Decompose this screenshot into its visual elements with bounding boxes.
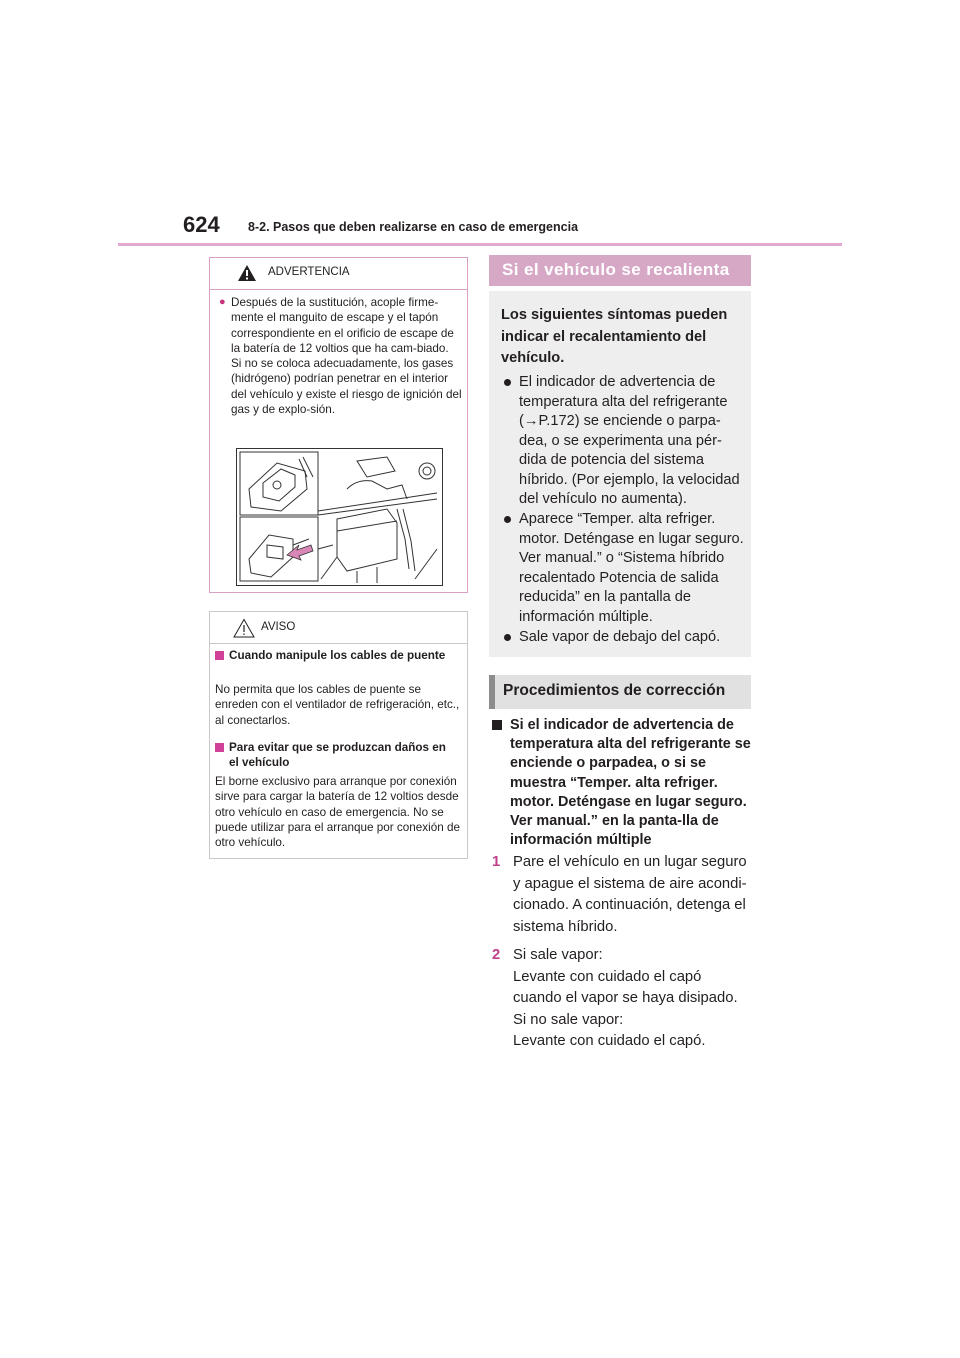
square-bullet-icon (215, 743, 224, 752)
overheat-heading: Si el vehículo se recalienta (502, 260, 730, 279)
bullet-dot-icon (504, 379, 511, 386)
warning-header (210, 258, 467, 290)
battery-vent-illustration (236, 448, 443, 586)
step-1 (492, 852, 751, 938)
bullet-dot-icon (504, 516, 511, 523)
step-number: 1 (492, 854, 501, 870)
notice-item-text: No permita que los cables de puente se enreden con el ventilador de refrigeración, etc., al conectarlos. (215, 683, 460, 727)
symptom-item: Aparece “Temper. alta refriger. motor. Deténgase en lugar seguro. Ver manual.” o “Sistema híbrido recalentado Potencia de salida reducida” en la pantalla de información múltiple. (501, 510, 746, 627)
step-number: 2 (492, 947, 501, 963)
overheat-heading-band (489, 255, 751, 286)
symptoms-box (489, 291, 751, 657)
correction-heading-band (489, 675, 751, 709)
page-number: 624 (183, 212, 220, 237)
warning-text: Después de la sustitución, acople firme-mente el manguito de escape y el tapón correspondiente en el orificio de escape de la batería de 12 voltios que ha cam-biado. Si no se coloca adecuadamente, los gases (hidrógeno) podrían penetrar en el interior del vehículo y existe el riesgo de ignición del gas y de explo-sión. (231, 296, 462, 417)
symptom-item: El indicador de advertencia de temperatura alta del refrigerante (→P.172) se enciende o parpa-dea, o se experimenta una pér-dida de potencia del sistema híbrido. (Por ejemplo, la velocidad del vehículo no aumenta). (501, 373, 746, 510)
heading-accent-bar (489, 675, 495, 709)
header-rule (118, 243, 842, 246)
warning-body (219, 295, 462, 417)
bullet-dot-icon (504, 634, 511, 641)
step-2 (492, 945, 751, 1053)
caution-triangle-icon (233, 618, 255, 638)
condition-heading: Si el indicador de advertencia de temperatura alta del refrigerante se enciende o parpadea, o si se muestra “Temper. alta refriger. motor. Deténgase en lugar seguro. Ver manual.” en la panta-lla de información múltiple (492, 716, 751, 850)
warning-label: ADVERTENCIA (268, 266, 350, 278)
notice-item-title: Para evitar que se produzcan daños en el vehículo (215, 740, 455, 770)
notice-label: AVISO (261, 621, 296, 633)
symptom-item: Sale vapor de debajo del capó. (501, 628, 746, 648)
vent-hose-illustration (237, 449, 442, 585)
notice-item-title: Cuando manipule los cables de puente (215, 648, 455, 663)
notice-item-text: El borne exclusivo para arranque por conexión sirve para cargar la batería de 12 voltios desde otro vehículo en caso de emergencia. No se puede utilizar para el arranque por conexión de otro vehículo. (215, 775, 460, 850)
step-text: Si sale vapor: Levante con cuidado el capó cuando el vapor se haya disipado. Si no sale vapor: Levante con cuidado el capó. (513, 947, 738, 1049)
symptoms-intro: Los siguientes síntomas pueden indicar el recalentamiento del vehículo. (501, 307, 728, 366)
notice-header (210, 612, 467, 644)
square-bullet-icon (492, 720, 502, 730)
square-bullet-icon (215, 651, 224, 660)
notice-box (209, 611, 468, 859)
bullet-icon: ● (219, 296, 226, 308)
section-title: 8-2. Pasos que deben realizarse en caso de emergencia (248, 220, 579, 234)
step-text: Pare el vehículo en un lugar seguro y apague el sistema de aire acondi- cionado. A continuación, detenga el sistema híbrido. (513, 854, 747, 935)
warning-box (209, 257, 468, 593)
warning-triangle-icon (237, 264, 257, 282)
correction-heading: Procedimientos de corrección (503, 682, 726, 699)
